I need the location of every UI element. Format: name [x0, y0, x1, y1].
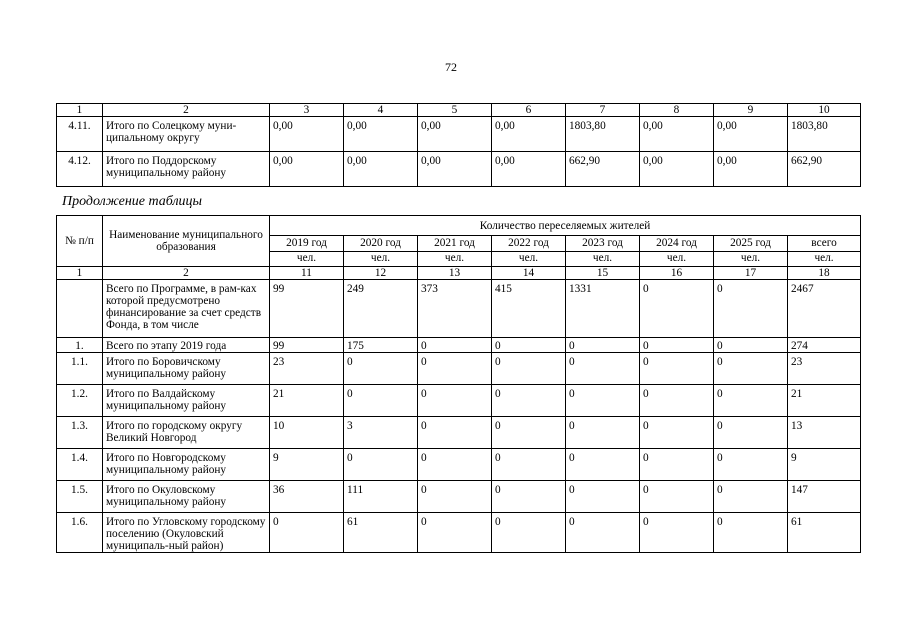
cell-value: 0 — [714, 481, 788, 513]
row-name: Итого по Валдайскому муниципальному району — [103, 385, 270, 417]
cell-value: 0 — [640, 338, 714, 353]
cell-value: 0 — [492, 338, 566, 353]
year-header: 2022 год — [492, 236, 566, 252]
row-name: Итого по Угловскому городскому поселению (Окуловский муниципаль-ный район) — [103, 513, 270, 553]
unit-label: чел. — [492, 252, 566, 267]
cell-value: 0 — [270, 513, 344, 553]
table-row — [57, 481, 861, 513]
row-number: 1.1. — [57, 353, 103, 385]
cell-value: 0 — [714, 417, 788, 449]
cell-value: 3 — [344, 417, 418, 449]
cell-value: 0 — [640, 280, 714, 338]
cell-value: 10 — [270, 417, 344, 449]
table-row — [57, 152, 861, 187]
column-number: 9 — [714, 104, 788, 117]
cell-value: 0 — [418, 449, 492, 481]
year-header: 2021 год — [418, 236, 492, 252]
cell-value: 61 — [344, 513, 418, 553]
row-number: 1. — [57, 338, 103, 353]
row-name: Итого по Новгородскому муниципальному району — [103, 449, 270, 481]
column-number: 3 — [270, 104, 344, 117]
cell-value: 21 — [270, 385, 344, 417]
cell-value: 662,90 — [566, 152, 640, 187]
unit-label: чел. — [344, 252, 418, 267]
cell-value: 0,00 — [492, 152, 566, 187]
row-name: Итого по городскому округу Великий Новгород — [103, 417, 270, 449]
year-header: 2023 год — [566, 236, 640, 252]
cell-value: 0 — [418, 481, 492, 513]
row-name: Всего по Программе, в рам-ках которой предусмотрено финансирование за счет средств Фонда, в том числе — [103, 280, 270, 338]
cell-value: 2467 — [788, 280, 861, 338]
table-row — [57, 117, 861, 152]
continuation-title: Продолжение таблицы — [62, 194, 203, 209]
cell-value: 662,90 — [788, 152, 861, 187]
cell-value: 99 — [270, 280, 344, 338]
cell-value: 36 — [270, 481, 344, 513]
year-header: 2025 год — [714, 236, 788, 252]
cell-value: 0 — [566, 481, 640, 513]
name-header: Наименование муниципального образования — [103, 216, 270, 267]
unit-label: чел. — [640, 252, 714, 267]
table-row — [57, 449, 861, 481]
budget-table-continued — [56, 103, 861, 187]
cell-value: 0,00 — [344, 152, 418, 187]
cell-value: 0 — [714, 280, 788, 338]
cell-value: 0 — [492, 353, 566, 385]
column-number: 2 — [103, 104, 270, 117]
cell-value: 9 — [270, 449, 344, 481]
cell-value: 0 — [640, 417, 714, 449]
cell-value: 23 — [788, 353, 861, 385]
cell-value: 0,00 — [270, 152, 344, 187]
column-number: 11 — [270, 267, 344, 280]
cell-value: 0,00 — [344, 117, 418, 152]
cell-value: 0 — [418, 513, 492, 553]
cell-value: 0 — [566, 353, 640, 385]
column-number: 6 — [492, 104, 566, 117]
column-number: 1 — [57, 267, 103, 280]
column-number: 13 — [418, 267, 492, 280]
unit-label: чел. — [566, 252, 640, 267]
table-row — [57, 417, 861, 449]
table-row — [57, 513, 861, 553]
cell-value: 0,00 — [714, 117, 788, 152]
cell-value: 0 — [492, 417, 566, 449]
column-number-row — [57, 104, 861, 117]
row-name: Итого по Солецкому муни-ципальному округу — [103, 117, 270, 152]
row-number — [57, 280, 103, 338]
table-row — [57, 338, 861, 353]
column-number: 15 — [566, 267, 640, 280]
column-number: 17 — [714, 267, 788, 280]
table-row — [57, 353, 861, 385]
unit-label: чел. — [788, 252, 861, 267]
row-number: 1.4. — [57, 449, 103, 481]
cell-value: 0 — [714, 353, 788, 385]
cell-value: 9 — [788, 449, 861, 481]
year-header: 2024 год — [640, 236, 714, 252]
row-number: 1.2. — [57, 385, 103, 417]
cell-value: 111 — [344, 481, 418, 513]
row-name: Итого по Поддорскому муниципальному району — [103, 152, 270, 187]
cell-value: 415 — [492, 280, 566, 338]
cell-value: 0 — [566, 513, 640, 553]
cell-value: 13 — [788, 417, 861, 449]
column-number: 2 — [103, 267, 270, 280]
cell-value: 0,00 — [714, 152, 788, 187]
column-number: 16 — [640, 267, 714, 280]
column-number: 4 — [344, 104, 418, 117]
cell-value: 0 — [714, 513, 788, 553]
cell-value: 1331 — [566, 280, 640, 338]
cell-value: 147 — [788, 481, 861, 513]
header-row — [57, 216, 861, 236]
cell-value: 21 — [788, 385, 861, 417]
cell-value: 0 — [714, 338, 788, 353]
cell-value: 0 — [492, 513, 566, 553]
cell-value: 0 — [566, 417, 640, 449]
page-number: 72 — [445, 60, 457, 74]
cell-value: 0 — [714, 449, 788, 481]
year-header: 2019 год — [270, 236, 344, 252]
column-number: 8 — [640, 104, 714, 117]
cell-value: 0 — [418, 385, 492, 417]
row-number: 4.11. — [57, 117, 103, 152]
cell-value: 0 — [418, 417, 492, 449]
year-header: 2020 год — [344, 236, 418, 252]
cell-value: 1803,80 — [788, 117, 861, 152]
row-number: 1.3. — [57, 417, 103, 449]
cell-value: 0 — [418, 353, 492, 385]
cell-value: 0 — [344, 353, 418, 385]
column-number: 18 — [788, 267, 861, 280]
cell-value: 23 — [270, 353, 344, 385]
cell-value: 0 — [640, 513, 714, 553]
column-number: 5 — [418, 104, 492, 117]
column-number: 14 — [492, 267, 566, 280]
cell-value: 373 — [418, 280, 492, 338]
cell-value: 61 — [788, 513, 861, 553]
cell-value: 0,00 — [492, 117, 566, 152]
row-number: 4.12. — [57, 152, 103, 187]
num-header: № п/п — [57, 216, 103, 267]
column-number-row — [57, 267, 861, 280]
cell-value: 0,00 — [270, 117, 344, 152]
column-number: 1 — [57, 104, 103, 117]
group-header: Количество переселяемых жителей — [270, 216, 861, 236]
cell-value: 249 — [344, 280, 418, 338]
unit-label: чел. — [418, 252, 492, 267]
unit-label: чел. — [714, 252, 788, 267]
cell-value: 0 — [344, 385, 418, 417]
cell-value: 0 — [492, 385, 566, 417]
cell-value: 0,00 — [640, 117, 714, 152]
year-header: всего — [788, 236, 861, 252]
column-number: 10 — [788, 104, 861, 117]
row-number: 1.5. — [57, 481, 103, 513]
cell-value: 0 — [640, 481, 714, 513]
cell-value: 0 — [714, 385, 788, 417]
cell-value: 0 — [492, 481, 566, 513]
column-number: 7 — [566, 104, 640, 117]
cell-value: 0 — [566, 385, 640, 417]
cell-value: 0 — [640, 385, 714, 417]
cell-value: 99 — [270, 338, 344, 353]
cell-value: 0,00 — [640, 152, 714, 187]
residents-table — [56, 215, 861, 553]
unit-label: чел. — [270, 252, 344, 267]
table-row — [57, 280, 861, 338]
cell-value: 0 — [566, 449, 640, 481]
row-name: Итого по Окуловскому муниципальному району — [103, 481, 270, 513]
table-row — [57, 385, 861, 417]
cell-value: 0 — [640, 449, 714, 481]
cell-value: 0 — [418, 338, 492, 353]
cell-value: 175 — [344, 338, 418, 353]
row-number: 1.6. — [57, 513, 103, 553]
cell-value: 274 — [788, 338, 861, 353]
cell-value: 0 — [344, 449, 418, 481]
cell-value: 0,00 — [418, 117, 492, 152]
row-name: Итого по Боровичскому муниципальному району — [103, 353, 270, 385]
cell-value: 1803,80 — [566, 117, 640, 152]
cell-value: 0 — [566, 338, 640, 353]
row-name: Всего по этапу 2019 года — [103, 338, 270, 353]
cell-value: 0,00 — [418, 152, 492, 187]
column-number: 12 — [344, 267, 418, 280]
cell-value: 0 — [492, 449, 566, 481]
cell-value: 0 — [640, 353, 714, 385]
